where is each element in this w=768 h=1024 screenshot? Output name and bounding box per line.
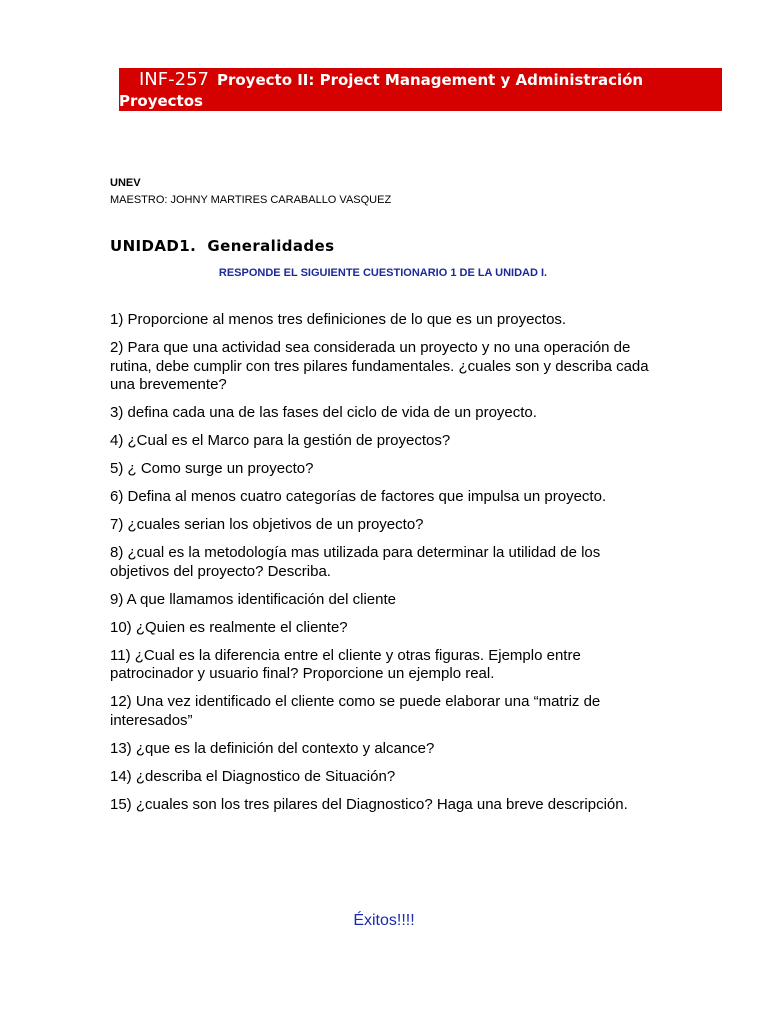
question-item: 5) ¿ Como surge un proyecto? xyxy=(110,460,314,477)
instruction-text: RESPONDE EL SIGUIENTE CUESTIONARIO 1 DE LA UNIDAD I. xyxy=(218,267,548,279)
question-item: 11) ¿Cual es la diferencia entre el cliente y otras figuras. Ejemplo entre patrocinador y usuario final? Proporcione un ejemplo real. xyxy=(110,646,581,682)
question-item: 10) ¿Quien es realmente el cliente? xyxy=(110,618,348,636)
question-item: 1) Proporcione al menos tres definiciones de lo que es un proyectos. xyxy=(110,311,567,328)
question-item: 8) ¿cual es la metodología mas utilizada para determinar la utilidad de los objetivos del proyecto? Describa. xyxy=(110,544,601,580)
question-item: 9) A que llamamos identificación del cliente xyxy=(110,590,396,608)
question-item: 4) ¿Cual es el Marco para la gestión de proyectos? xyxy=(110,432,451,449)
question-item: 13) ¿que es la definición del contexto y alcance? xyxy=(110,739,435,757)
question-item: 6) Defina al menos cuatro categorías de factores que impulsa un proyecto. xyxy=(110,488,607,505)
course-title-continuation: Proyectos xyxy=(119,92,203,110)
course-code: INF-257 xyxy=(139,69,209,90)
question-item: 3) defina cada una de las fases del ciclo de vida de un proyecto. xyxy=(110,404,537,421)
header-title-line1 xyxy=(139,69,643,90)
question-list xyxy=(110,311,656,824)
institution-name: UNEV xyxy=(110,177,141,189)
question-item: 14) ¿describa el Diagnostico de Situación? xyxy=(110,767,396,785)
teacher-name: MAESTRO: JOHNY MARTIRES CARABALLO VASQUEZ xyxy=(110,194,392,206)
header-bar xyxy=(119,68,722,111)
question-item: 7) ¿cuales serian los objetivos de un proyecto? xyxy=(110,516,424,533)
course-title: Proyecto II: Project Management y Administración xyxy=(216,71,644,89)
question-item: 12) Una vez identificado el cliente como se puede elaborar una “matriz de interesados” xyxy=(110,693,601,729)
question-item: 15) ¿cuales son los tres pilares del Diagnostico? Haga una breve descripción. xyxy=(110,795,628,813)
question-item: 2) Para que una actividad sea considerada un proyecto y no una operación de rutina, debe cumplir con tres pilares fundamentales. ¿cuales son y describa cada una brevemente? xyxy=(110,339,649,393)
closing-message: Éxitos!!!! xyxy=(353,912,415,929)
unit-title: UNIDAD1. Generalidades xyxy=(110,237,335,255)
